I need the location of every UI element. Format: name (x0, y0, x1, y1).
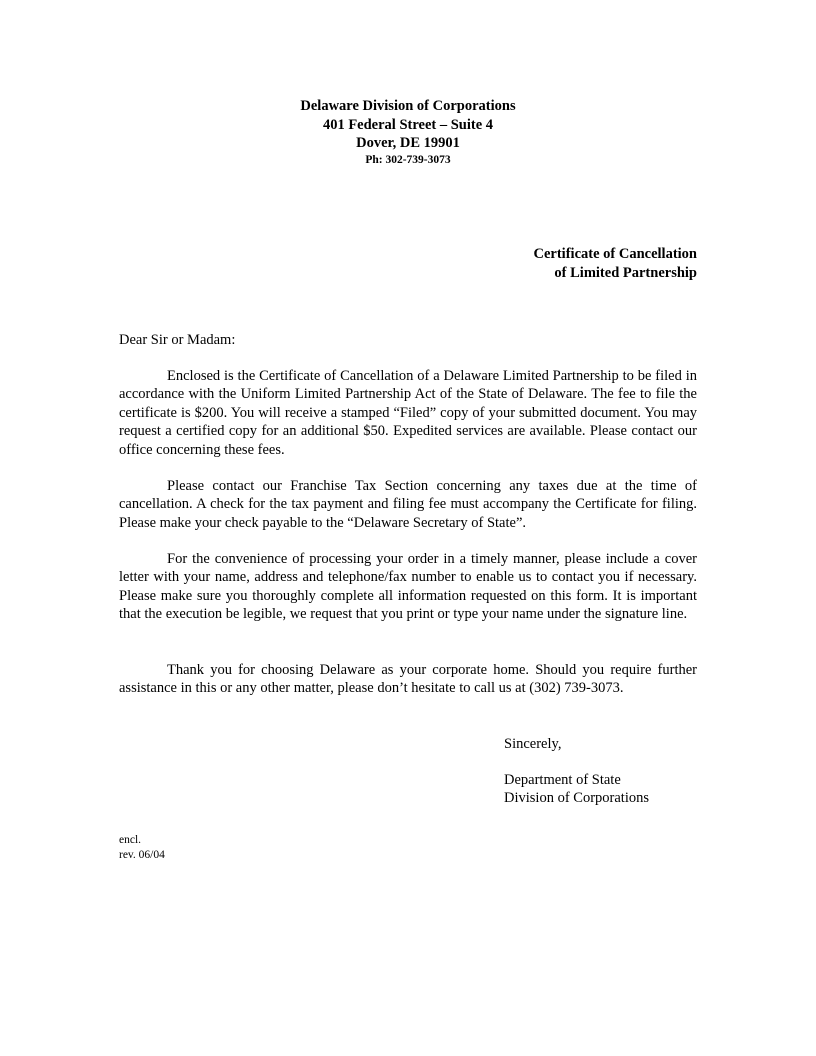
document-title-line2: of Limited Partnership (554, 265, 697, 281)
footer-notes (119, 833, 165, 863)
letterhead-organization: Delaware Division of Corporations (300, 98, 516, 114)
signature-line-division: Division of Corporations (504, 790, 649, 807)
signature-block (504, 771, 649, 808)
body-paragraph (119, 477, 697, 532)
salutation: Dear Sir or Madam: (119, 332, 236, 348)
letterhead (0, 97, 816, 168)
letterhead-phone: Ph: 302-739-3073 (365, 153, 451, 166)
paragraph-text: Thank you for choosing Delaware as your corporate home. Should you require further assistance in this or any other matter, please don’t hesitate to call us at (302) 739-3073. (119, 662, 697, 697)
enclosure-note: encl. (119, 834, 142, 846)
letterhead-street: 401 Federal Street – Suite 4 (322, 116, 494, 133)
paragraph-text: Please contact our Franchise Tax Section concerning any taxes due at the time of cancellation. A check for the tax payment and filing fee must accompany the Certificate for filing. Please make your check payable to the “Delaware Secretary of State”. (119, 478, 697, 531)
signature-line-department: Department of State (504, 772, 621, 788)
body-paragraph (119, 367, 697, 459)
revision-note: rev. 06/04 (119, 849, 165, 861)
paragraph-text: For the convenience of processing your order in a timely manner, please include a cover letter with your name, address and telephone/fax number to enable us to contact you if necessary. Please make sure you thoroughly complete all information requested on this form. It is important that the execution be legible, we request that you print or type your name under the signature line. (119, 551, 697, 623)
closing-valediction: Sincerely, (504, 736, 562, 752)
body-paragraph (119, 661, 697, 698)
document-title-line1: Certificate of Cancellation (533, 246, 697, 262)
document-title (534, 245, 697, 283)
body-paragraph (119, 550, 697, 624)
paragraph-text: Enclosed is the Certificate of Cancellation of a Delaware Limited Partnership to be filed in accordance with the Uniform Limited Partnership Act of the State of Delaware. The fee to file the certificate is $200. You will receive a stamped “Filed” copy of your submitted document. You may request a certified copy for an additional $50. Expedited services are available. Please contact our office concerning these fees. (119, 368, 697, 458)
letterhead-city-state-zip: Dover, DE 19901 (356, 135, 460, 151)
